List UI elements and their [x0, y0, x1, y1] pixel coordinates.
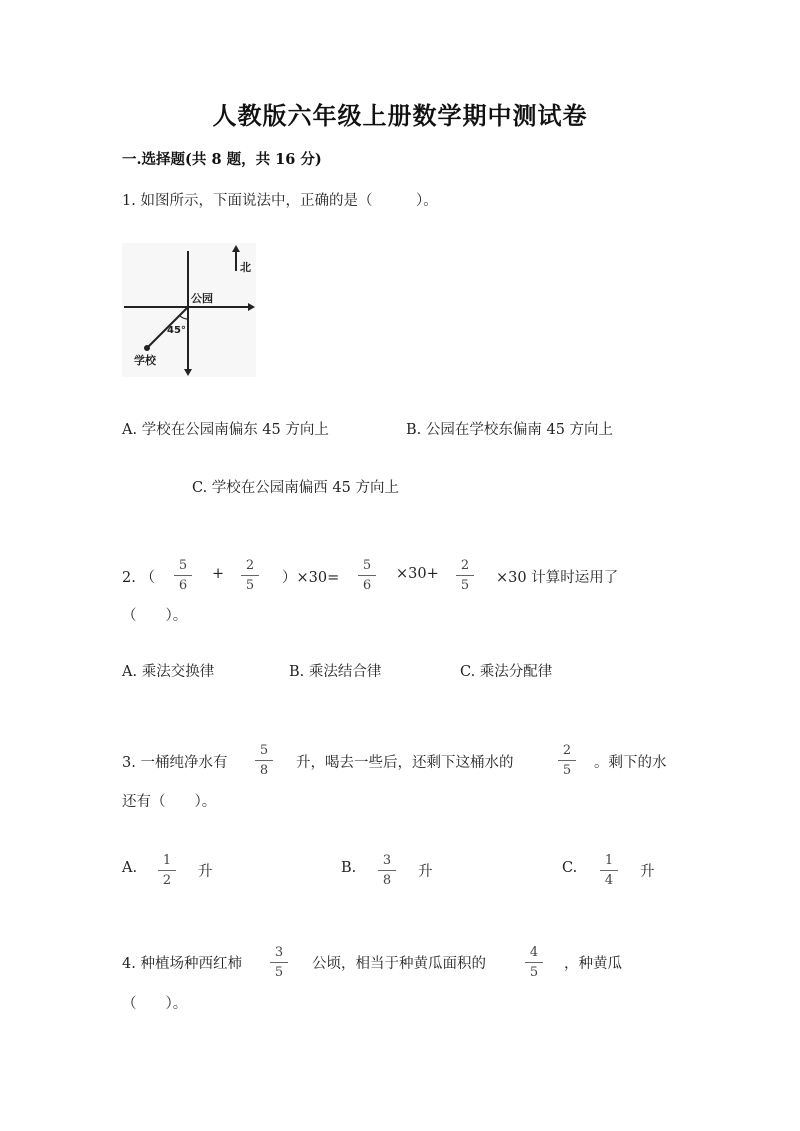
angle-label: 45° — [167, 325, 186, 336]
denominator: 8 — [382, 873, 392, 888]
fraction-two-fifths — [555, 743, 579, 778]
denominator: 5 — [529, 965, 539, 980]
numerator: 1 — [162, 853, 172, 868]
question-2-stem-part: ×30+ — [396, 566, 439, 582]
question-4-blank: （ ）。 — [122, 996, 188, 1012]
question-3-stem-part: 。剩下的水 — [594, 755, 667, 771]
fraction-two-fifths — [238, 558, 262, 593]
fraction-bar — [378, 870, 396, 871]
unit-sheng: 升 — [418, 864, 433, 880]
east-arrowhead — [248, 303, 255, 311]
denominator: 4 — [604, 873, 614, 888]
question-3-option-c[interactable]: C. — [562, 860, 578, 876]
school-label: 学校 — [134, 354, 156, 367]
denominator: 5 — [274, 965, 284, 980]
question-3-stem-part: 升，喝去一些后，还剩下这桶水的 — [296, 755, 514, 771]
fraction-bar — [358, 575, 376, 576]
denominator: 5 — [460, 578, 470, 593]
fraction-one-fourth — [597, 853, 621, 888]
angle-arc — [180, 316, 189, 320]
fraction-bar — [255, 760, 273, 761]
question-2-stem-part: ×30 计算时运用了 — [496, 570, 619, 586]
direction-diagram-svg — [122, 243, 256, 377]
question-2-option-b[interactable]: B. 乘法结合律 — [289, 664, 382, 680]
question-3-option-b[interactable]: B. — [341, 860, 357, 876]
question-2-blank: （ ）。 — [122, 608, 188, 624]
question-4-stem-part: 公顷，相当于种黄瓜面积的 — [312, 956, 486, 972]
fraction-three-fifths — [267, 945, 291, 980]
school-point — [144, 345, 150, 351]
question-1-stem: 1. 如图所示，下面说法中，正确的是（ ）。 — [122, 193, 438, 209]
fraction-bar — [600, 870, 618, 871]
numerator: 5 — [362, 558, 372, 573]
fraction-bar — [270, 962, 288, 963]
fraction-five-sixths — [171, 558, 195, 593]
question-3-blank: 还有（ ）。 — [122, 794, 217, 810]
question-3-stem-part: 3. 一桶纯净水有 — [122, 755, 228, 771]
north-arrowhead — [232, 245, 240, 252]
numerator: 2 — [245, 558, 255, 573]
north-label: 北 — [240, 261, 251, 274]
question-4-stem-part: ，种黄瓜 — [564, 956, 622, 972]
numerator: 3 — [382, 853, 392, 868]
question-2-option-a[interactable]: A. 乘法交换律 — [122, 664, 215, 680]
denominator: 6 — [178, 578, 188, 593]
question-2-stem-part: 2. （ — [122, 570, 155, 586]
numerator: 2 — [460, 558, 470, 573]
fraction-three-eighths — [375, 853, 399, 888]
south-arrowhead — [184, 369, 192, 376]
numerator: 5 — [178, 558, 188, 573]
question-3-option-a[interactable]: A. — [122, 860, 138, 876]
unit-sheng: 升 — [198, 864, 213, 880]
question-1-option-a[interactable]: A. 学校在公园南偏东 45 方向上 — [122, 422, 329, 438]
fraction-bar — [558, 760, 576, 761]
question-2-plus-sign: + — [212, 566, 225, 582]
fraction-two-fifths — [453, 558, 477, 593]
denominator: 6 — [362, 578, 372, 593]
question-2-stem-part: ）×30= — [282, 570, 340, 586]
page-title: 人教版六年级上册数学期中测试卷 — [212, 101, 588, 130]
question-1-option-c[interactable]: C. 学校在公园南偏西 45 方向上 — [192, 480, 399, 496]
section-heading: 一.选择题(共 8 题，共 16 分) — [122, 151, 322, 168]
numerator: 1 — [604, 853, 614, 868]
denominator: 8 — [259, 763, 269, 778]
direction-diagram — [122, 243, 256, 377]
fraction-one-half — [155, 853, 179, 888]
fraction-bar — [525, 962, 543, 963]
numerator: 2 — [562, 743, 572, 758]
denominator: 2 — [162, 873, 172, 888]
fraction-bar — [174, 575, 192, 576]
fraction-bar — [158, 870, 176, 871]
numerator: 4 — [529, 945, 539, 960]
fraction-four-fifths — [522, 945, 546, 980]
unit-sheng: 升 — [640, 864, 655, 880]
fraction-five-sixths — [355, 558, 379, 593]
park-label: 公园 — [191, 292, 213, 305]
fraction-bar — [456, 575, 474, 576]
denominator: 5 — [562, 763, 572, 778]
fraction-bar — [241, 575, 259, 576]
denominator: 5 — [245, 578, 255, 593]
numerator: 3 — [274, 945, 284, 960]
fraction-five-eighths — [252, 743, 276, 778]
question-1-option-b[interactable]: B. 公园在学校东偏南 45 方向上 — [406, 422, 614, 438]
question-4-stem-part: 4. 种植场种西红柿 — [122, 956, 242, 972]
numerator: 5 — [259, 743, 269, 758]
question-2-option-c[interactable]: C. 乘法分配律 — [460, 664, 553, 680]
